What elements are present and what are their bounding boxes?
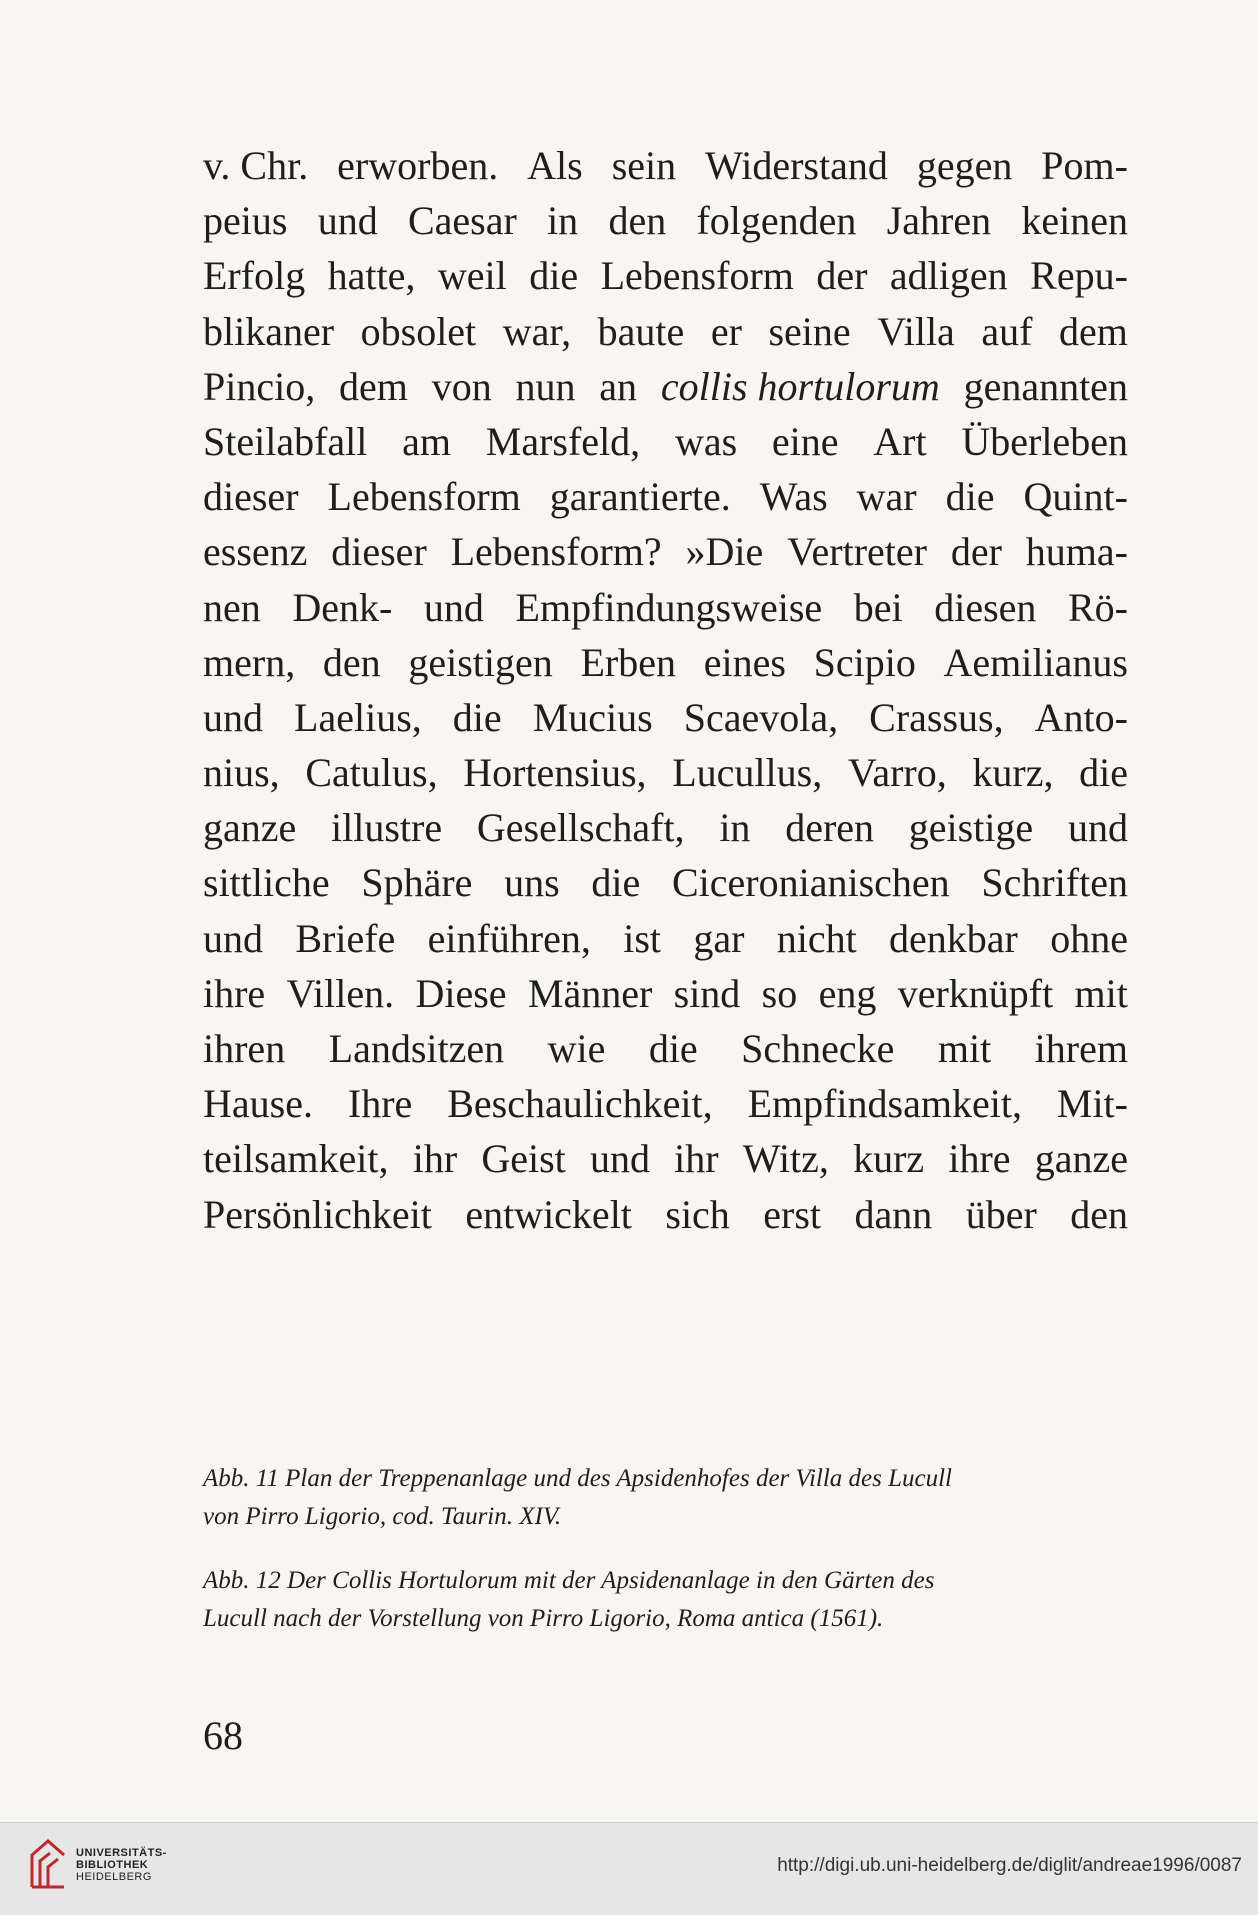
- word: ihre: [203, 970, 266, 1016]
- caption-line: von Pirro Ligorio, cod. Taurin. XIV.: [203, 1503, 562, 1530]
- word: Landsitzen: [328, 1026, 505, 1071]
- word: Repu-: [1030, 253, 1128, 299]
- word: nicht: [776, 915, 857, 961]
- word: Varro,: [847, 750, 947, 796]
- word: Lebensform?: [450, 529, 662, 575]
- word: diesen: [934, 584, 1037, 630]
- word: collis hortulorum: [660, 363, 940, 409]
- word: peius: [203, 198, 288, 244]
- library-name-line: BIBLIOTHEK: [76, 1859, 149, 1871]
- word: weil: [437, 253, 507, 299]
- word: sein: [611, 143, 677, 188]
- word: Persönlichkeit: [203, 1191, 432, 1237]
- word: nun: [515, 363, 576, 409]
- word: Überleben: [961, 418, 1128, 464]
- text-line: [203, 745, 1128, 800]
- word: v. Chr.: [203, 143, 309, 188]
- word: ohne: [1050, 915, 1128, 961]
- word: so: [761, 970, 798, 1016]
- word: und: [1067, 805, 1128, 851]
- word: deren: [785, 805, 875, 851]
- word: baute: [597, 308, 685, 354]
- word: genannten: [963, 363, 1128, 409]
- word: kurz: [853, 1136, 925, 1182]
- word: nen: [203, 584, 261, 630]
- text-line: [203, 580, 1128, 635]
- word: essenz: [203, 529, 308, 575]
- word: Mit-: [1056, 1081, 1128, 1127]
- word: dem: [339, 363, 408, 409]
- word: Crassus,: [869, 694, 1004, 740]
- word: Gesellschaft,: [476, 805, 685, 851]
- word: der: [816, 253, 868, 299]
- word: ganze: [203, 805, 297, 851]
- text-line: [203, 304, 1128, 359]
- word: die: [591, 860, 641, 906]
- word: seine: [768, 308, 851, 354]
- word: Widerstand: [705, 143, 888, 188]
- word: der: [950, 529, 1002, 575]
- word: Jahren: [886, 198, 992, 244]
- word: obsolet: [360, 308, 477, 354]
- body-text: [203, 138, 1128, 1242]
- word: Caesar: [407, 198, 517, 244]
- library-logo-icon: [28, 1837, 68, 1891]
- word: Empfindungsweise: [515, 584, 823, 630]
- word: den: [1070, 1191, 1128, 1237]
- text-line: [203, 1021, 1128, 1076]
- word: ihre: [948, 1136, 1011, 1182]
- word: Männer: [527, 970, 653, 1016]
- word: ist: [623, 915, 661, 961]
- word: Anto-: [1034, 694, 1128, 740]
- word: hatte,: [327, 253, 416, 299]
- source-url-link[interactable]: http://digi.ub.uni-heidelberg.de/diglit/andreae1996/0087: [777, 1855, 1242, 1876]
- word: Catulus,: [305, 750, 438, 796]
- word: illustre: [331, 805, 443, 851]
- text-line: [203, 800, 1128, 855]
- word: dieser: [203, 474, 299, 520]
- word: Lucullus,: [672, 750, 823, 796]
- word: von: [431, 363, 492, 409]
- word: die: [648, 1026, 698, 1071]
- word: Geist: [481, 1136, 566, 1182]
- word: Schnecke: [741, 1026, 895, 1071]
- word: nius,: [203, 750, 280, 796]
- word: geistigen: [408, 639, 553, 685]
- text-line: [203, 414, 1128, 469]
- word: kurz,: [972, 750, 1054, 796]
- word: Laelius,: [294, 694, 422, 740]
- word: ihrem: [1034, 1026, 1128, 1071]
- word: Scaevola,: [683, 694, 839, 740]
- word: Erfolg: [203, 253, 306, 299]
- word: Ihre: [347, 1081, 413, 1127]
- word: gar: [693, 915, 745, 961]
- word: verknüpft: [897, 970, 1054, 1016]
- word: war,: [502, 308, 572, 354]
- caption-line: Lucull nach der Vorstellung von Pirro Ligorio, Roma antica (1561).: [203, 1605, 884, 1632]
- word: huma-: [1025, 529, 1128, 575]
- figure-captions: [203, 1460, 1128, 1664]
- word: Sphäre: [361, 860, 473, 906]
- word: entwickelt: [465, 1191, 632, 1237]
- word: Diese: [415, 970, 507, 1016]
- digital-library-footer: [0, 1822, 1258, 1915]
- word: teilsamkeit,: [203, 1136, 389, 1182]
- library-name: [76, 1847, 167, 1883]
- library-name-line: HEIDELBERG: [76, 1871, 152, 1883]
- word: den: [608, 198, 667, 244]
- word: Aemilianus: [943, 639, 1128, 685]
- word: Schriften: [981, 860, 1128, 906]
- word: Pincio,: [203, 363, 316, 409]
- word: »Die: [685, 529, 764, 575]
- word: dem: [1059, 308, 1128, 354]
- word: denkbar: [889, 915, 1018, 961]
- word: wie: [547, 1026, 606, 1071]
- text-line: [203, 911, 1128, 966]
- word: sittliche: [203, 860, 330, 906]
- text-line: [203, 359, 1128, 414]
- word: ihren: [203, 1026, 286, 1071]
- text-line: [203, 469, 1128, 524]
- word: Hause.: [203, 1081, 313, 1127]
- caption-abb-12: [203, 1562, 1128, 1638]
- word: ihr: [674, 1136, 719, 1182]
- word: und: [203, 915, 263, 961]
- word: Denk-: [292, 584, 393, 630]
- word: und: [423, 584, 484, 630]
- word: was: [674, 418, 738, 464]
- word: Ciceronianischen: [671, 860, 950, 906]
- text-line: [203, 248, 1128, 303]
- word: eng: [818, 970, 877, 1016]
- word: den: [322, 639, 381, 685]
- word: mern,: [203, 639, 296, 685]
- word: Briefe: [295, 915, 396, 961]
- word: Lebensform: [327, 474, 521, 520]
- word: Mucius: [532, 694, 653, 740]
- word: blikaner: [203, 308, 335, 354]
- word: und: [203, 694, 263, 740]
- page-number: 68: [203, 1713, 243, 1758]
- caption-line: Abb. 12 Der Collis Hortulorum mit der Apsidenanlage in den Gärten des: [203, 1567, 935, 1594]
- text-line: [203, 524, 1128, 579]
- word: die: [452, 694, 502, 740]
- word: bei: [853, 584, 903, 630]
- word: dann: [854, 1191, 933, 1237]
- text-line: [203, 1076, 1128, 1131]
- caption-abb-11: [203, 1460, 1128, 1536]
- text-line: [203, 138, 1128, 193]
- word: war: [856, 474, 917, 520]
- word: Empfindsamkeit,: [747, 1081, 1022, 1127]
- word: Lebensform: [600, 253, 794, 299]
- word: Art: [873, 418, 927, 464]
- word: auf: [981, 308, 1033, 354]
- text-line: [203, 193, 1128, 248]
- word: Villen.: [286, 970, 395, 1016]
- word: Marsfeld,: [485, 418, 641, 464]
- word: folgenden: [696, 198, 857, 244]
- word: Vertreter: [787, 529, 927, 575]
- word: ganze: [1034, 1136, 1128, 1182]
- word: sich: [665, 1191, 730, 1237]
- word: garantierte.: [549, 474, 731, 520]
- word: uns: [504, 860, 560, 906]
- word: ihr: [412, 1136, 458, 1182]
- word: in: [719, 805, 751, 851]
- word: Hortensius,: [463, 750, 647, 796]
- text-line: [203, 855, 1128, 910]
- word: Was: [759, 474, 828, 520]
- text-line: [203, 690, 1128, 745]
- word: die: [945, 474, 995, 520]
- word: eines: [703, 639, 786, 685]
- word: an: [599, 363, 638, 409]
- word: einführen,: [427, 915, 591, 961]
- word: Pom-: [1041, 143, 1128, 188]
- word: Villa: [877, 308, 955, 354]
- word: in: [547, 198, 579, 244]
- word: Witz,: [742, 1136, 829, 1182]
- word: adligen: [889, 253, 1008, 299]
- word: mit: [1074, 970, 1128, 1016]
- word: Beschaulichkeit,: [447, 1081, 713, 1127]
- word: erst: [763, 1191, 822, 1237]
- word: und: [317, 198, 378, 244]
- word: die: [529, 253, 579, 299]
- text-line: [203, 635, 1128, 690]
- word: erworben.: [337, 143, 499, 188]
- word: Scipio: [813, 639, 916, 685]
- text-line: [203, 1131, 1128, 1186]
- word: geistige: [908, 805, 1034, 851]
- caption-line: Abb. 11 Plan der Treppenanlage und des Apsidenhofes der Villa des Lucull: [203, 1465, 952, 1492]
- word: Steilabfall: [203, 418, 368, 464]
- library-name-line: UNIVERSITÄTS-: [76, 1847, 167, 1859]
- word: gegen: [916, 143, 1013, 188]
- word: Rö-: [1067, 584, 1128, 630]
- word: eine: [771, 418, 839, 464]
- word: dieser: [331, 529, 427, 575]
- word: über: [965, 1191, 1037, 1237]
- word: sind: [673, 970, 741, 1016]
- text-line: [203, 966, 1128, 1021]
- word: Erben: [580, 639, 676, 685]
- word: Als: [527, 143, 583, 188]
- word: am: [402, 418, 452, 464]
- text-line: [203, 1187, 1128, 1242]
- word: mit: [937, 1026, 992, 1071]
- word: und: [589, 1136, 650, 1182]
- word: Quint-: [1023, 474, 1128, 520]
- word: die: [1079, 750, 1128, 796]
- word: keinen: [1021, 198, 1128, 244]
- word: er: [710, 308, 742, 354]
